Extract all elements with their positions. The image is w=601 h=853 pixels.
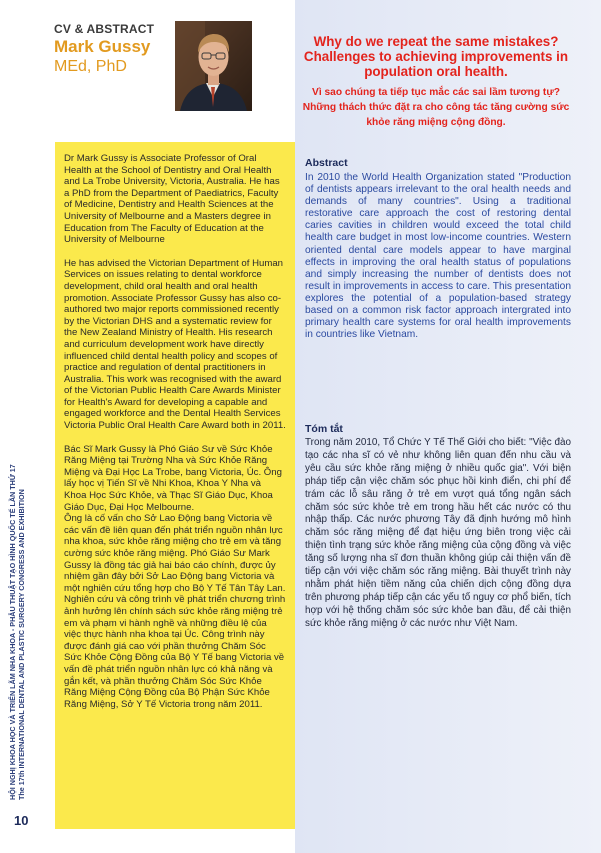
cv-label: CV & ABSTRACT (54, 22, 155, 36)
congress-title-en: The 17th INTERNATIONAL DENTAL AND PLASTIC SURGERY CONGRESS AND EXHIBITION (17, 489, 26, 800)
summary-heading: Tóm tắt (305, 423, 343, 435)
talk-title-english: Why do we repeat the same mistakes? Challenges to achieving improvements in population oral health. (303, 34, 569, 79)
congress-title-vn: HỘI NGHỊ KHOA HỌC VÀ TRIỂN LÃM NHA KHOA - PHẪU THUẬT TẠO HÌNH QUỐC TẾ LẦN THỨ 17 (8, 464, 17, 800)
page-number: 10 (14, 813, 29, 828)
bio-en-paragraph-2: He has advised the Victorian Department of Human Services on issues relating to dental workforce development, child oral health and oral health promotion. Associate Professor Gussy has also co-authored two major reports commissioned recently by the Victorian DHS and a systematic review for the New Zealand Ministry of Health. His research and curriculum development work have directly influenced child dental health policy and scopes of practice and regulation of dental practitioners in Australia. This work was recognised with the award of the Victorian Public Health Care Awards Minister for Health's Award for developing a capable and engaged workforce and the Dental Health Services Victoria Public Oral Health Care Award both in 2011. (64, 257, 286, 432)
summary-text: Trong năm 2010, Tổ Chức Y Tế Thế Giới cho biết: "Việc đào tạo các nha sĩ có vẻ như không liên quan đến nhu cầu và yêu cầu sức khỏe răng miệng ở nhiều quốc gia". Với biện pháp tiếp cận việc chăm sóc phục hồi kinh điển, chi phí để trám các lỗ sâu răng ở trẻ em vượt quá tổng ngân sách chăm sóc sức khỏe trẻ em trong hầu hết các nước có thu nhập thấp. Các nước phương Tây đã định hướng mô hình chăm sóc răng miệng để đạt hiệu ứng biên trong việc cải thiện tình trạng sức khỏe răng miệng của cộng đồng và việc tăng số lượng nha sĩ đơn thuần không giúp cải thiện vấn đề tiếp cận với việc chăm sóc răng miệng. Bài thuyết trình này nhằm phát hiện tiềm năng của chiến dịch cộng đồng dựa trên phương pháp tiếp cận các yếu tố nguy cơ phổ biến, tích hợp với hệ thống chăm sóc sức khỏe ban đầu, để cải thiện sức khỏe răng miệng ở các nước như Việt Nam. (305, 437, 571, 629)
bio-vn-paragraph-2: Ông là cố vấn cho Sở Lao Động bang Victoria về các vấn đề liên quan đến phát triển nguồn nhân lực nha khoa, sức khỏe răng miệng cho trẻ em và tăng cường sức khỏe răng miệng. Phó Giáo Sư Mark Gussy là đồng tác giả hai báo cáo chính, được ủy nhiệm gần đây bởi Sở Lao Động bang Victoria và một nghiên cứu tổng hợp cho Bộ Y Tế Tân Tây Lan. Nghiên cứu và công trình về phát triển chương trình ảnh hưởng lên chính sách sức khỏe răng miệng trẻ em và phạm vi hành nghề và những điều lệ của việc thực hành nha khoa tại Úc. Công trình này được đánh giá cao với phần thưởng Chăm Sóc Sức Khỏe Cộng Đồng của Bộ Y Tế bang Victoria về vấn đề phát triển nguồn nhân lực có khả năng và gắn kết, và phần thưởng Chăm Sóc Sức Khỏe Răng Miệng Cộng Đồng của Bộ Phận Sức Khỏe Răng Miệng, Sở Y Tế Victoria trong năm 2011. (64, 513, 286, 710)
biography (64, 153, 286, 710)
talk-title-vietnamese: Vì sao chúng ta tiếp tục mắc các sai lầm tương tự? Những thách thức đặt ra cho công tác tăng cường sức khỏe răng miệng cộng đồng. (302, 87, 570, 128)
abstract-text: In 2010 the World Health Organization stated "Production of dentists appears irrelevant to the oral health needs and demands of many countries". Using a traditional restorative care approach the cost of restoring dental caries cavities in children would exceed the total child health care budget in most low-income countries. Western oriented dental care models appear to have marginal effects in improving the oral health status of populations and simply increasing the number of dentists does not result in improvements in access to care. This presentation explores the potential of a population-based strategy based on a common risk factor approach intergrated into primary health care systems for oral health improvements in countries like Vietnam. (305, 172, 571, 341)
speaker-degree: MEd, PhD (54, 58, 127, 75)
speaker-photo (175, 21, 252, 111)
speaker-name: Mark Gussy (54, 37, 151, 56)
abstract-heading: Abstract (305, 157, 348, 169)
portrait-image (175, 21, 252, 111)
congress-title-vertical (8, 340, 26, 800)
bio-en-paragraph-1: Dr Mark Gussy is Associate Professor of Oral Health at the School of Dentistry and Oral Health and La Trobe University, Victoria, Australia. He has a PhD from the Department of Paediatrics, Faculty of Medicine, Dentistry and Health Sciences at the University of Melbourne and a Masters degree in Education from The Faculty of Education at the University of Melbourne (64, 153, 280, 246)
bio-vn-paragraph-1: Bác Sĩ Mark Gussy là Phó Giáo Sư về Sức Khỏe Răng Miệng tại Trường Nha và Sức Khỏe Răng Miệng và Đại Học La Trobe, bang Victoria, Úc. Ông lấy học vị Tiến Sĩ về Nhi Khoa, Khoa Y Nha và Khoa Học Sức Khỏe, và Thạc Sĩ Giáo Dục, Khoa Giáo Dục, Đại Học Melbourne. (64, 443, 282, 513)
